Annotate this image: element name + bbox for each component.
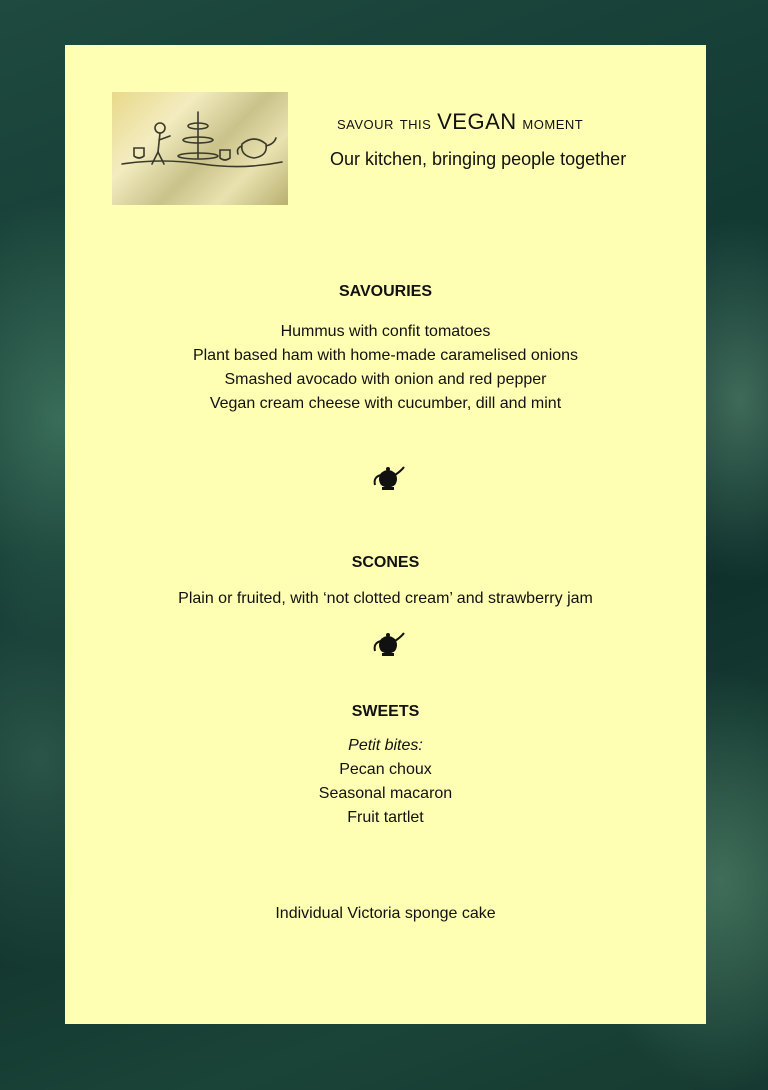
savouries-item: Vegan cream cheese with cucumber, dill and mint	[209, 395, 562, 412]
scones-list	[65, 587, 706, 611]
savouries-item: Plant based ham with home-made caramelised onions	[192, 347, 579, 364]
sweets-item: Seasonal macaron	[318, 785, 453, 802]
scones-item: Plain or fruited, with ‘not clotted cream’ and strawberry jam	[178, 590, 593, 607]
savouries-heading: SAVOURIES	[338, 283, 433, 300]
scones-heading: SCONES	[351, 554, 420, 571]
sweets-list	[65, 734, 706, 830]
menu-subtitle: Our kitchen, bringing people together	[330, 149, 627, 169]
savouries-item: Hummus with confit tomatoes	[280, 323, 491, 340]
victoria-sponge-item: Individual Victoria sponge cake	[275, 905, 496, 922]
teapot-icon	[371, 631, 405, 659]
savouries-item: Smashed avocado with onion and red pepper	[224, 371, 547, 388]
menu-title-vegan: VEGAN	[437, 109, 517, 134]
menu-page	[65, 45, 706, 1024]
menu-title-part2: moment	[516, 113, 584, 134]
savouries-list	[65, 320, 706, 416]
sweets-item: Fruit tartlet	[347, 809, 424, 826]
sweets-intro: Petit bites:	[348, 737, 423, 754]
afternoon-tea-illustration	[112, 92, 288, 205]
teapot-icon	[371, 465, 405, 493]
menu-title	[337, 109, 677, 135]
menu-title-part1: savour this	[337, 113, 438, 134]
sweets-heading: SWEETS	[351, 703, 420, 720]
sweets-item: Pecan choux	[339, 761, 432, 778]
